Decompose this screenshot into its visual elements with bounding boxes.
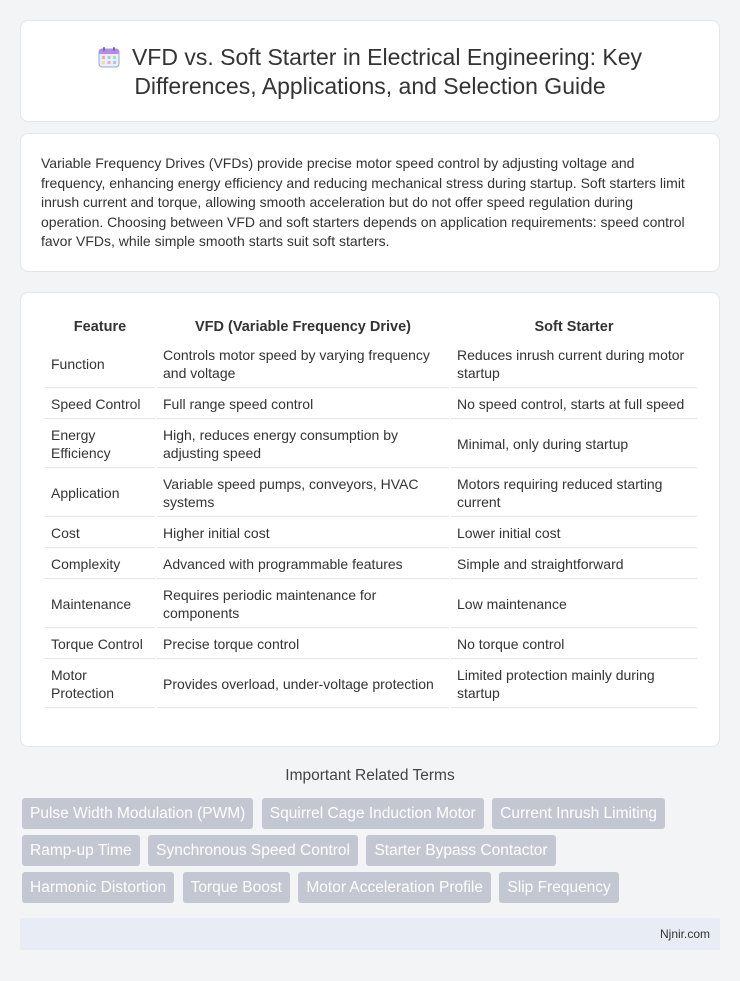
table-row bbox=[45, 550, 697, 579]
header-vfd: VFD (Variable Frequency Drive) bbox=[195, 319, 411, 335]
soft-starter-cell: Minimal, only during startup bbox=[451, 421, 697, 468]
feature-cell: Energy Efficiency bbox=[45, 421, 155, 468]
soft-starter-cell: No speed control, starts at full speed bbox=[451, 390, 697, 419]
vfd-cell: Controls motor speed by varying frequency and voltage bbox=[157, 341, 449, 388]
title-card bbox=[20, 20, 720, 122]
tag-slip-frequency[interactable]: Slip Frequency bbox=[499, 872, 618, 903]
feature-cell: Motor Protection bbox=[45, 661, 155, 708]
intro-text: Variable Frequency Drives (VFDs) provide precise motor speed control by adjusting voltage and frequency, enhancing energy efficiency and reducing mechanical stress during startup. Soft starters limit inrush current and torque, allowing smooth acceleration but do not offer speed regulation during operation. Choosing between VFD and soft starters depends on application requirements: speed control favor VFDs, while simple smooth starts suit soft starters. bbox=[41, 155, 685, 250]
comparison-card bbox=[20, 292, 720, 747]
soft-starter-cell: Lower initial cost bbox=[451, 519, 697, 548]
feature-cell: Cost bbox=[45, 519, 155, 548]
soft-starter-cell: Simple and straightforward bbox=[451, 550, 697, 579]
tag-squirrel-cage[interactable]: Squirrel Cage Induction Motor bbox=[262, 798, 484, 829]
vfd-cell: Full range speed control bbox=[157, 390, 449, 419]
tag-synchronous-speed[interactable]: Synchronous Speed Control bbox=[148, 835, 358, 866]
table-row bbox=[45, 470, 697, 517]
feature-cell: Function bbox=[45, 341, 155, 388]
feature-cell: Maintenance bbox=[45, 581, 155, 628]
tag-row bbox=[22, 798, 722, 835]
table-row bbox=[45, 661, 697, 708]
footer bbox=[20, 918, 720, 950]
tag-row bbox=[22, 872, 722, 909]
table-row bbox=[45, 421, 697, 468]
feature-cell: Application bbox=[45, 470, 155, 517]
feature-cell: Complexity bbox=[45, 550, 155, 579]
soft-starter-cell: Motors requiring reduced starting current bbox=[451, 470, 697, 517]
tag-torque-boost[interactable]: Torque Boost bbox=[183, 872, 290, 903]
calendar-icon bbox=[98, 46, 120, 68]
related-terms-list bbox=[22, 798, 722, 909]
vfd-cell: Variable speed pumps, conveyors, HVAC systems bbox=[157, 470, 449, 517]
tag-row bbox=[22, 835, 722, 872]
vfd-cell: Provides overload, under-voltage protection bbox=[157, 661, 449, 708]
page-title bbox=[41, 43, 699, 101]
intro-card bbox=[20, 133, 720, 272]
tag-bypass-contactor[interactable]: Starter Bypass Contactor bbox=[366, 835, 555, 866]
tag-harmonic-distortion[interactable]: Harmonic Distortion bbox=[22, 872, 174, 903]
tag-acceleration-profile[interactable]: Motor Acceleration Profile bbox=[298, 872, 491, 903]
vfd-cell: High, reduces energy consumption by adjusting speed bbox=[157, 421, 449, 468]
soft-starter-cell: Low maintenance bbox=[451, 581, 697, 628]
feature-cell: Torque Control bbox=[45, 630, 155, 659]
vfd-cell: Requires periodic maintenance for components bbox=[157, 581, 449, 628]
soft-starter-cell: No torque control bbox=[451, 630, 697, 659]
footer-site[interactable]: Njnir.com bbox=[659, 927, 710, 941]
table-row bbox=[45, 341, 697, 388]
table-row bbox=[45, 630, 697, 659]
tag-current-inrush[interactable]: Current Inrush Limiting bbox=[492, 798, 665, 829]
table-row bbox=[45, 390, 697, 419]
table-row bbox=[45, 519, 697, 548]
related-terms-title: Important Related Terms bbox=[285, 767, 455, 784]
vfd-cell: Advanced with programmable features bbox=[157, 550, 449, 579]
page-title-text: VFD vs. Soft Starter in Electrical Engineering: Key Differences, Applications, and Selection Guide bbox=[131, 44, 643, 99]
vfd-cell: Higher initial cost bbox=[157, 519, 449, 548]
table-row bbox=[45, 581, 697, 628]
feature-cell: Speed Control bbox=[45, 390, 155, 419]
header-feature: Feature bbox=[73, 319, 127, 335]
vfd-cell: Precise torque control bbox=[157, 630, 449, 659]
header-soft-starter: Soft Starter bbox=[534, 319, 614, 335]
soft-starter-cell: Reduces inrush current during motor startup bbox=[451, 341, 697, 388]
comparison-table bbox=[43, 313, 699, 710]
table-header-row bbox=[45, 315, 697, 339]
tag-pwm[interactable]: Pulse Width Modulation (PWM) bbox=[22, 798, 253, 829]
soft-starter-cell: Limited protection mainly during startup bbox=[451, 661, 697, 708]
tag-ramp-up-time[interactable]: Ramp-up Time bbox=[22, 835, 140, 866]
